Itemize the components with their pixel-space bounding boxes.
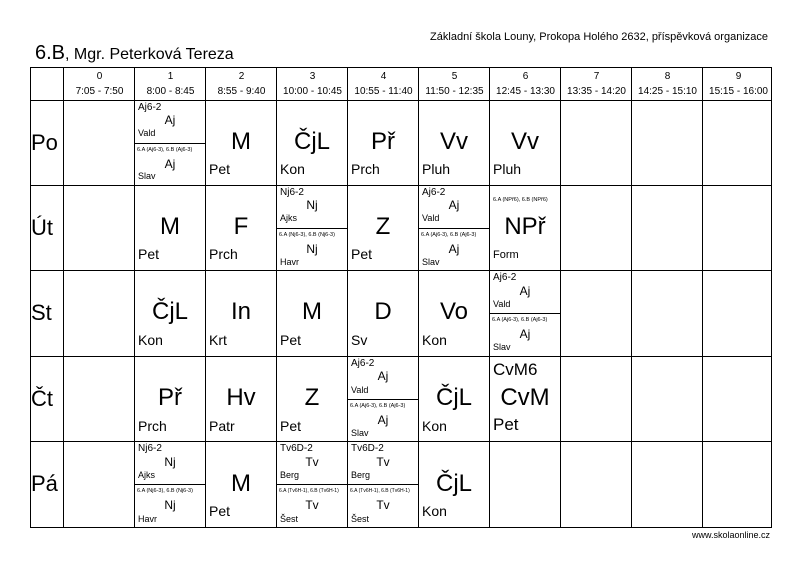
lesson-po-3[interactable] [277, 101, 347, 185]
lesson-group: 6.A (Aj6-3), 6.B (Aj6-3) [421, 232, 477, 238]
lesson-st-3[interactable] [277, 271, 347, 356]
lesson-ut-3-bottom[interactable] [277, 229, 347, 270]
lesson-teacher: Prch [209, 246, 238, 262]
lesson-teacher: Pet [138, 246, 160, 262]
lesson-teacher: Kon [280, 161, 305, 177]
lesson-subject: Aj [448, 198, 460, 212]
lesson-group: 6.A (Aj6-3), 6.B (Aj6-3) [137, 147, 193, 153]
lesson-subject: D [374, 298, 392, 325]
period-1-number: 1 [167, 71, 174, 82]
lesson-subject: Tv [376, 455, 390, 469]
lesson-subject: M [302, 298, 322, 325]
lesson-ut-4[interactable] [348, 186, 418, 270]
lesson-ct-2[interactable] [206, 357, 276, 441]
period-5-time: 11:50 - 12:35 [425, 86, 484, 97]
lesson-group: Aj6-2 [351, 358, 375, 369]
lesson-po-2[interactable] [206, 101, 276, 185]
lesson-group: 6.A (Aj6-3), 6.B (Aj6-3) [350, 403, 406, 409]
lesson-ct-4-bottom[interactable] [348, 400, 418, 441]
period-3-time: 10:00 - 10:45 [283, 86, 342, 97]
lesson-subject: Nj [306, 242, 318, 256]
lesson-subject: Aj [164, 113, 176, 127]
lesson-teacher: Slav [351, 428, 369, 438]
lesson-teacher: Vald [422, 213, 440, 223]
lesson-subject: Nj [164, 498, 176, 512]
lesson-subject: Vv [439, 128, 468, 155]
lesson-teacher: Pet [209, 503, 231, 519]
lesson-teacher: Prch [351, 161, 380, 177]
lesson-subject: Aj [519, 327, 531, 341]
lesson-subject: Nj [164, 455, 176, 469]
lesson-teacher: Pet [493, 415, 519, 434]
lesson-group: 6.A (NPř6), 6.B (NPř6) [493, 197, 548, 203]
lesson-st-2[interactable] [206, 271, 276, 356]
period-4-time: 10:55 - 11:40 [354, 86, 413, 97]
class-teacher: , Mgr. Peterková Tereza [65, 46, 234, 63]
day-label-pa: Pá [31, 471, 58, 496]
lesson-teacher: Ajks [138, 470, 156, 480]
day-label-st: St [31, 300, 52, 325]
period-9-number: 9 [735, 71, 742, 82]
period-9-time: 15:15 - 16:00 [709, 86, 768, 97]
lesson-pa-5[interactable] [419, 442, 489, 527]
lesson-teacher: Pluh [493, 161, 522, 177]
lesson-teacher: Kon [422, 332, 447, 348]
lesson-subject: Tv [305, 498, 319, 512]
lesson-ut-5-bottom[interactable] [419, 229, 489, 270]
lesson-teacher: Berg [351, 470, 371, 480]
lesson-subject: Aj [164, 157, 176, 171]
period-1-time: 8:00 - 8:45 [146, 86, 195, 97]
lesson-pa-2[interactable] [206, 442, 276, 527]
lesson-group: Aj6-2 [493, 272, 517, 283]
period-6-time: 12:45 - 13:30 [496, 86, 555, 97]
lesson-subject: Aj [377, 369, 389, 383]
lesson-st-4[interactable] [348, 271, 418, 356]
lesson-teacher: Havr [280, 257, 300, 267]
lesson-subject: ČjL [435, 384, 472, 411]
lesson-pa-3-bottom[interactable] [277, 485, 347, 527]
lesson-po-6[interactable] [490, 101, 560, 185]
lesson-ut-2[interactable] [206, 186, 276, 270]
lesson-ut-5-top[interactable] [419, 186, 489, 228]
lesson-subject: M [160, 213, 180, 240]
lesson-group: Tv6D-2 [280, 443, 313, 454]
lesson-teacher: Vald [138, 128, 156, 138]
day-label-ct: Čt [31, 386, 53, 411]
period-0-time: 7:05 - 7:50 [75, 86, 124, 97]
lesson-subject: Př [158, 384, 182, 411]
lesson-ct-3[interactable] [277, 357, 347, 441]
period-8-number: 8 [664, 71, 671, 82]
period-2-number: 2 [238, 71, 245, 82]
lesson-subject: Z [304, 384, 320, 411]
lesson-group: Aj6-2 [422, 187, 446, 198]
lesson-group: 6.A (Nj6-3), 6.B (Nj6-3) [137, 488, 193, 494]
period-3-number: 3 [309, 71, 316, 82]
lesson-teacher: Vald [493, 299, 511, 309]
lesson-group: 6.A (Nj6-3), 6.B (Nj6-3) [279, 232, 335, 238]
lesson-teacher: Prch [138, 418, 167, 434]
lesson-teacher: Kon [138, 332, 163, 348]
period-7-time: 13:35 - 14:20 [567, 86, 626, 97]
day-label-ut: Út [31, 215, 53, 240]
lesson-ut-3-top[interactable] [277, 186, 347, 228]
lesson-subject: In [230, 298, 251, 325]
lesson-teacher: Berg [280, 470, 300, 480]
lesson-teacher: Havr [138, 514, 158, 524]
lesson-teacher: Vald [351, 385, 369, 395]
class-name: 6.B [35, 42, 66, 64]
lesson-pa-1-bottom[interactable] [135, 485, 205, 527]
lesson-subject: Hv [226, 384, 256, 411]
lesson-po-4[interactable] [348, 101, 418, 185]
lesson-teacher: Šest [280, 514, 299, 524]
lesson-pa-3-top[interactable] [277, 442, 347, 484]
lesson-group: 6.A (Aj6-3), 6.B (Aj6-3) [492, 317, 548, 323]
lesson-teacher: Pluh [422, 161, 451, 177]
period-4-number: 4 [380, 71, 387, 82]
lesson-subject: Vo [439, 298, 469, 325]
lesson-st-5[interactable] [419, 271, 489, 356]
lesson-teacher: Ajks [280, 213, 298, 223]
lesson-pa-1-top[interactable] [135, 442, 205, 484]
lesson-st-1[interactable] [135, 271, 205, 356]
lesson-group: Aj6-2 [138, 102, 162, 113]
lesson-teacher: Krt [209, 332, 227, 348]
lesson-po-1-top[interactable] [135, 101, 205, 143]
lesson-teacher: Kon [422, 503, 447, 519]
lesson-group: 6.A (Tv6H-1), 6.B (Tv6H-1) [279, 488, 339, 494]
lesson-ct-5[interactable] [419, 357, 489, 441]
school-name: Základní škola Louny, Prokopa Holého 2632, příspěvková organizace [430, 31, 768, 43]
footer-link[interactable]: www.skolaonline.cz [691, 530, 770, 540]
period-0-number: 0 [96, 71, 103, 82]
lesson-subject: M [231, 470, 251, 497]
lesson-st-6-bottom[interactable] [490, 314, 560, 356]
period-6-number: 6 [522, 71, 529, 82]
period-5-number: 5 [451, 71, 458, 82]
lesson-po-5[interactable] [419, 101, 489, 185]
lesson-subject: Tv [376, 498, 390, 512]
period-7-number: 7 [593, 71, 600, 82]
lesson-teacher: Slav [138, 171, 156, 181]
lesson-group: Nj6-2 [280, 187, 304, 198]
lesson-subject: ČjL [293, 128, 330, 155]
lesson-subject: M [231, 128, 251, 155]
lesson-ut-1[interactable] [135, 186, 205, 270]
lesson-teacher: Kon [422, 418, 447, 434]
lesson-subject: ČjL [435, 470, 472, 497]
lesson-group: CvM6 [493, 360, 538, 379]
lesson-subject: Nj [306, 198, 318, 212]
lesson-teacher: Šest [351, 514, 370, 524]
lesson-ut-6[interactable] [490, 186, 560, 270]
lesson-pa-4-bottom[interactable] [348, 485, 418, 527]
lesson-subject: Aj [519, 284, 531, 298]
lesson-subject: NPř [504, 213, 546, 240]
lesson-pa-4-top[interactable] [348, 442, 418, 484]
lesson-subject: Př [371, 128, 395, 155]
lesson-teacher: Slav [493, 342, 511, 352]
lesson-ct-1[interactable] [135, 357, 205, 441]
lesson-ct-4-top[interactable] [348, 357, 418, 399]
lesson-subject: Tv [305, 455, 319, 469]
lesson-ct-6[interactable] [490, 357, 560, 441]
lesson-teacher: Sv [351, 332, 368, 348]
lesson-teacher: Pet [209, 161, 231, 177]
lesson-teacher: Pet [280, 418, 302, 434]
lesson-subject: ČjL [151, 298, 188, 325]
lesson-po-1-bottom[interactable] [135, 144, 205, 185]
lesson-subject: Z [375, 213, 391, 240]
lesson-group: 6.A (Tv6H-1), 6.B (Tv6H-1) [350, 488, 410, 494]
lesson-teacher: Pet [351, 246, 373, 262]
lesson-teacher: Patr [209, 418, 235, 434]
lesson-group: Nj6-2 [138, 443, 162, 454]
period-8-time: 14:25 - 15:10 [638, 86, 697, 97]
lesson-subject: Aj [377, 413, 389, 427]
lesson-subject: F [233, 213, 249, 240]
lesson-subject: Vv [510, 128, 539, 155]
period-2-time: 8:55 - 9:40 [217, 86, 266, 97]
lesson-subject: Aj [448, 242, 460, 256]
lesson-st-6-top[interactable] [490, 271, 560, 313]
lesson-subject: CvM [500, 384, 550, 411]
lesson-teacher: Pet [280, 332, 302, 348]
lesson-group: Tv6D-2 [351, 443, 384, 454]
day-label-po: Po [31, 130, 58, 155]
lesson-teacher: Slav [422, 257, 440, 267]
lesson-teacher: Form [493, 249, 519, 261]
